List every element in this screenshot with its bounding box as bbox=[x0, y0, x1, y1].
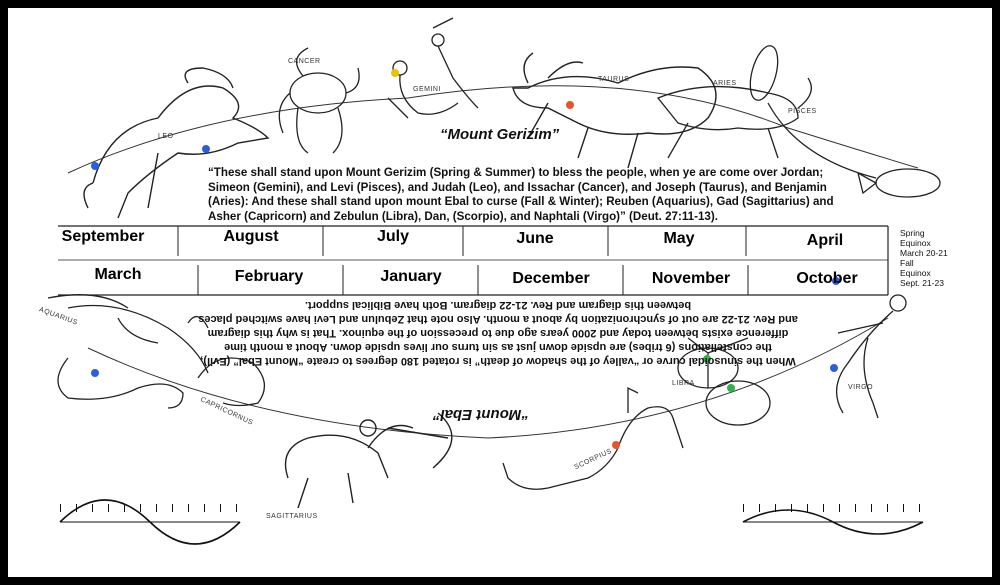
gemini-star bbox=[391, 69, 399, 77]
month-september: September bbox=[61, 228, 145, 245]
virgo-figure bbox=[837, 295, 906, 418]
gerizim-verse: “These shall stand upon Mount Gerizim (Spring & Summer) to bless the people, when ye are come over Jordan; Simeon (Gemini), and Levi (Pisces), and Judah (Leo), and Issachar (Cancer), and Joseph (Taurus), and Benjamin (Aries): And these shall stand upon mount Ebal to curse (Fall & Winter); Reuben (Aquarius), Gad (Sagittarius) and Asher (Capricorn) and Zebulun (Libra), Dan, (Scorpio), and Naphtali (Virgo)” (Deut. 27:11-13). bbox=[208, 166, 834, 223]
month-february: February bbox=[234, 268, 304, 285]
leo-star-1 bbox=[91, 162, 99, 170]
aquarius-star bbox=[91, 369, 99, 377]
sine-wave-right bbox=[743, 508, 923, 534]
mount-ebal-title: “Mount Ebal” bbox=[433, 406, 529, 423]
scorpius-star bbox=[612, 441, 620, 449]
label-scorpius: SCORPIUS bbox=[573, 447, 614, 472]
month-june: June bbox=[516, 230, 554, 247]
zodiac-artwork bbox=[8, 8, 992, 577]
ebal-note-upside-down: When the sinusoidal curve or “valley of the shadow of death” is rotated 180 degrees to create “Mount Ebal” (Evil), the constellations (6 tribes) are upside down just as sin turns our lives upside down. About a month time difference exists between today and 2000 years ago due to precession of the equinox. That is why this diagram and Rev. 21-22 are out of synchronization by about a month. Also note that Zebulun and Levi have switched places between this diagram and Rev. 21-22 diagram. Both have Biblical support. bbox=[198, 299, 798, 367]
scorpius-figure bbox=[503, 388, 683, 489]
virgo-star-2 bbox=[830, 364, 838, 372]
month-march: March bbox=[94, 266, 142, 283]
label-aries: ARIES bbox=[713, 80, 737, 87]
month-august: August bbox=[223, 228, 279, 245]
label-pisces: PISCES bbox=[788, 108, 817, 115]
label-gemini: GEMINI bbox=[413, 86, 441, 93]
label-virgo: VIRGO bbox=[848, 384, 874, 391]
month-december: December bbox=[512, 270, 590, 287]
month-november: November bbox=[651, 270, 731, 287]
aquarius-figure bbox=[48, 295, 208, 373]
label-cancer: CANCER bbox=[288, 58, 321, 65]
mount-gerizim-title: “Mount Gerizim” bbox=[440, 126, 560, 143]
month-may: May bbox=[663, 230, 695, 247]
month-july: July bbox=[376, 228, 409, 245]
month-january: January bbox=[380, 268, 442, 285]
libra-star-2 bbox=[727, 384, 735, 392]
gemini-figure bbox=[388, 18, 478, 118]
label-leo: LEO bbox=[158, 133, 174, 140]
taurus-star bbox=[566, 101, 574, 109]
diagram-frame bbox=[8, 8, 992, 577]
aries-figure bbox=[658, 78, 811, 158]
equinox-note: Spring Equinox March 20-21 Fall Equinox Sept. 21-23 bbox=[900, 228, 948, 288]
taurus-figure bbox=[513, 53, 716, 168]
label-libra: LIBRA bbox=[672, 380, 695, 387]
month-october: October bbox=[796, 270, 858, 287]
month-april: April bbox=[806, 232, 844, 249]
sine-wave-left bbox=[60, 500, 240, 544]
label-taurus: TAURUS bbox=[598, 76, 630, 83]
leo-star-2 bbox=[202, 145, 210, 153]
label-sagittarius: SAGITTARIUS bbox=[266, 513, 318, 520]
label-aquarius: AQUARIUS bbox=[38, 306, 79, 327]
label-capricornus: CAPRICORNUS bbox=[199, 396, 255, 427]
